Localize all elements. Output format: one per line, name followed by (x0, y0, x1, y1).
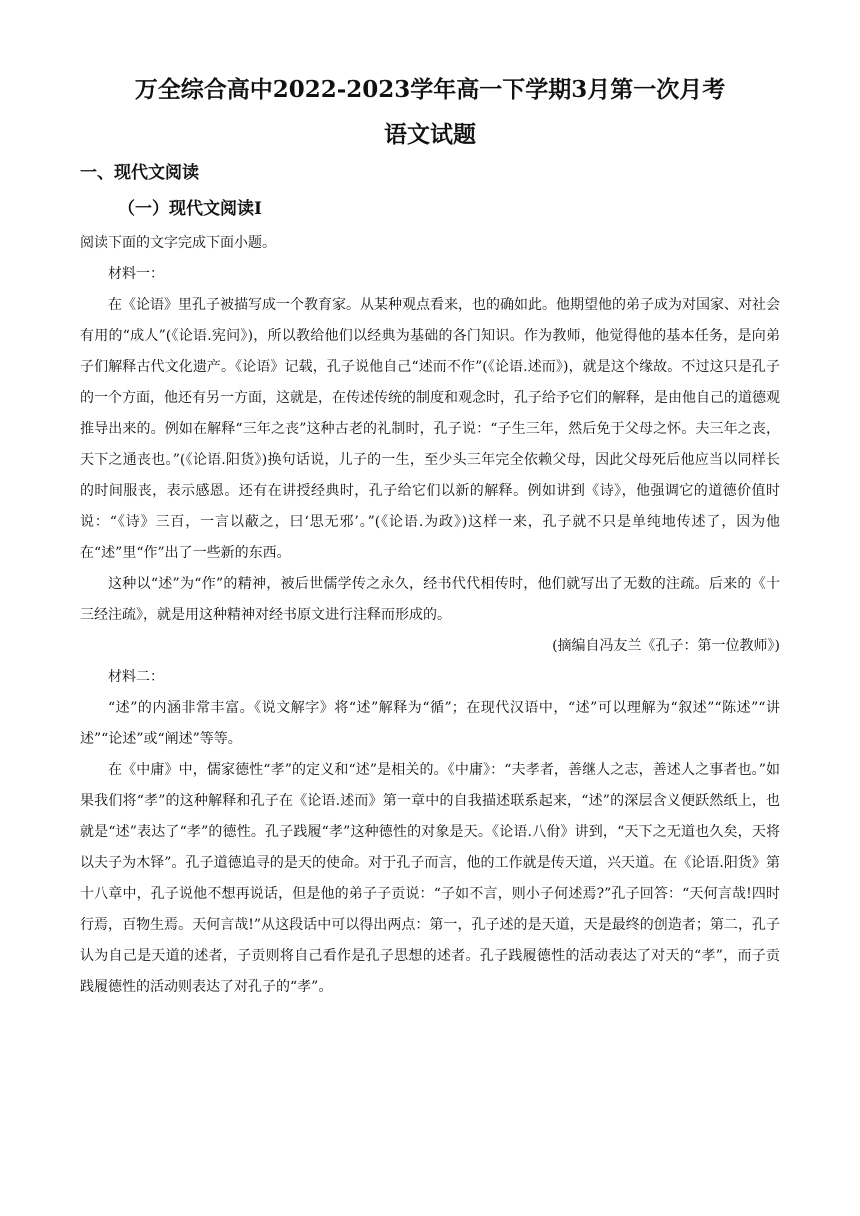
material-two-paragraph-1: “述”的内涵非常丰富。《说文解字》将“述”解释为“循”；在现代汉语中，“述”可以理解为“叙述”“陈述”“讲述”“论述”或“阐述”等等。 (80, 700, 780, 747)
material-two-paragraph-2: 在《中庸》中，儒家德性“孝”的定义和“述”是相关的。《中庸》：“夫孝者，善继人之志，善述人之事者也。”如果我们将“孝”的这种解释和孔子在《论语.述而》第一章中的自我描述联系起来，“述”的深层含义便跃然纸上，也就是“述”表达了“孝”的德性。孔子践履“孝”这种德性的对象是天。《论语.八佾》讲到，“天下之无道也久矣，天将以夫子为木铎”。孔子道德追寻的是天的使命。对于孔子而言，他的工作就是传天道，兴天道。在《论语.阳货》第十八章中，孔子说他不想再说话，但是他的弟子子贡说：“子如不言，则小子何述焉?”孔子回答：“天何言哉!四时行焉，百物生焉。天何言哉!”从这段话中可以得出两点：第一，孔子述的是天道，天是最终的创造者；第二，孔子认为自己是天道的述者，子贡则将自己看作是孔子思想的述者。孔子践履德性的活动表达了对天的“孝”，而子贡践履德性的活动则表达了对孔子的“孝”。 (80, 762, 780, 995)
section-heading: 一、现代文阅读 (80, 163, 199, 183)
material-two-label: 材料二： (108, 669, 164, 685)
material-one-paragraph-1: 在《论语》里孔子被描写成一个教育家。从某种观点看来，也的确如此。他期望他的弟子成为对国家、对社会有用的“成人”(《论语.宪问》)，所以教给他们以经典为基础的各门知识。作为教师，他觉得他的基本任务，是向弟子们解释古代文化遗产。《论语》记载，孔子说他自己“述而不作”(《论语.述而》)，就是这个缘故。不过这只是孔子的一个方面，他还有另一方面，这就是，在传述传统的制度和观念时，孔子给予它们的解释，是由他自己的道德观推导出来的。例如在解释“三年之丧”这种古老的礼制时，孔子说：“子生三年，然后免于父母之怀。夫三年之丧，天下之通丧也。”(《论语.阳货》)换句话说，儿子的一生，至少头三年完全依赖父母，因此父母死后他应当以同样长的时间服丧，表示感恩。还有在讲授经典时，孔子给它们以新的解释。例如讲到《诗》，他强调它的道德价值时说：“《诗》三百，一言以蔽之，曰‘思无邪’。”(《论语.为政》)这样一来，孔子就不只是单纯地传述了，因为他在“述”里“作”出了一些新的东西。 (80, 297, 780, 561)
exam-title: 万全综合高中2022-2023学年高一下学期3月第一次月考 (134, 76, 726, 103)
material-one-source: (摘编自冯友兰《孔子：第一位教师》) (552, 638, 780, 654)
reading-passage (80, 228, 780, 1003)
exam-subtitle: 语文试题 (384, 121, 476, 148)
subsection-heading: （一）现代文阅读Ⅰ (118, 199, 262, 219)
reading-instruction: 阅读下面的文字完成下面小题。 (80, 235, 276, 251)
material-one-label: 材料一： (108, 266, 164, 282)
material-one-paragraph-2: 这种以“述”为“作”的精神，被后世儒学传之永久，经书代代相传时，他们就写出了无数的注疏。后来的《十三经注疏》，就是用这种精神对经书原文进行注释而形成的。 (80, 576, 780, 623)
